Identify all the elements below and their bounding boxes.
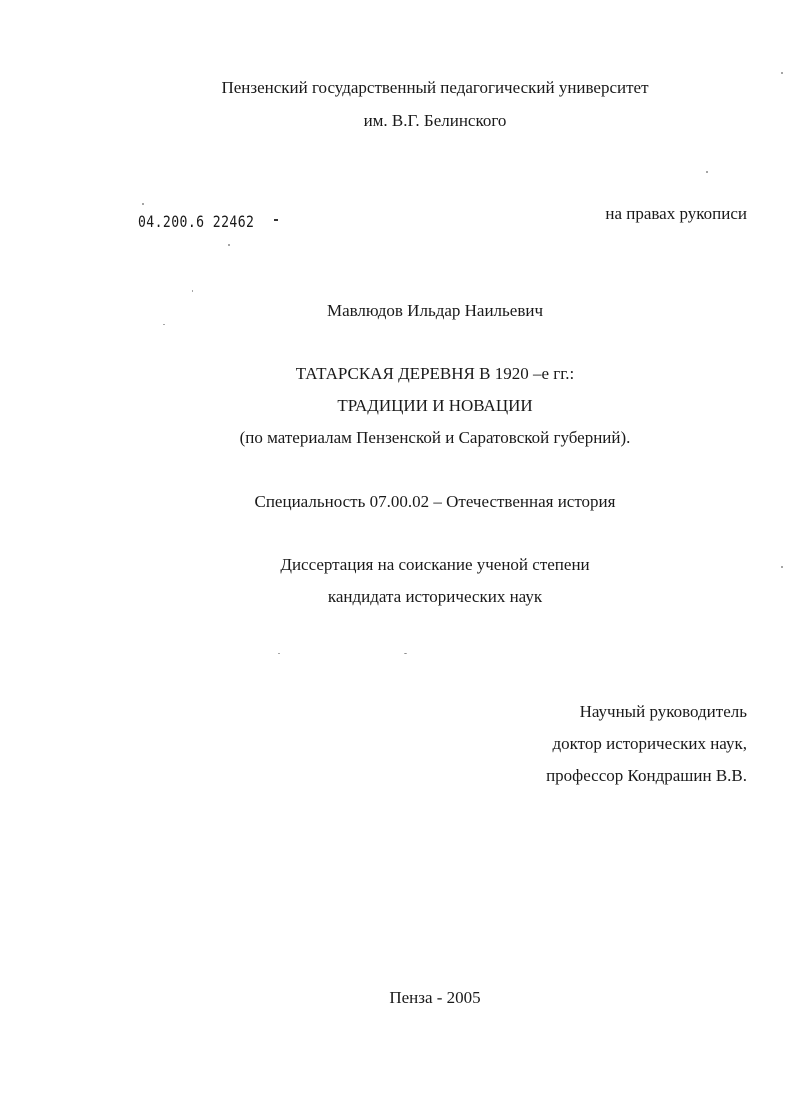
- dissertation-title-line1: ТАТАРСКАЯ ДЕРЕВНЯ В 1920 –е гг.:: [295, 364, 575, 383]
- manuscript-note: на правах рукописи: [605, 204, 747, 223]
- city-year: Пенза - 2005: [389, 988, 481, 1007]
- scan-speck: [142, 203, 144, 205]
- degree-line1: Диссертация на соискание ученой степени: [280, 555, 590, 574]
- scan-speck: [278, 653, 280, 654]
- scan-speck: [404, 653, 407, 654]
- university-subname: им. В.Г. Белинского: [363, 111, 507, 130]
- university-name: Пензенский государственный педагогический университет: [221, 78, 649, 97]
- scan-speck: [163, 324, 165, 325]
- specialty: Специальность 07.00.02 – Отечественная история: [254, 492, 616, 511]
- supervisor-name: профессор Кондрашин В.В.: [546, 766, 747, 785]
- supervisor-role: Научный руководитель: [579, 702, 747, 721]
- author-name: Мавлюдов Ильдар Наильевич: [326, 301, 544, 320]
- degree-line2: кандидата исторических наук: [327, 587, 543, 606]
- registration-number: 04.200.6 22462: [138, 212, 255, 231]
- dissertation-title-line3: (по материалам Пензенской и Саратовской губерний).: [239, 428, 631, 447]
- scan-speck: [274, 219, 278, 221]
- scan-speck: [706, 171, 708, 173]
- scan-speck: [228, 244, 230, 246]
- scan-speck: [192, 290, 193, 292]
- dissertation-title-line2: ТРАДИЦИИ И НОВАЦИИ: [337, 396, 533, 415]
- supervisor-degree: доктор исторических наук,: [552, 734, 747, 753]
- scan-speck: [781, 72, 783, 74]
- scan-speck: [781, 566, 783, 568]
